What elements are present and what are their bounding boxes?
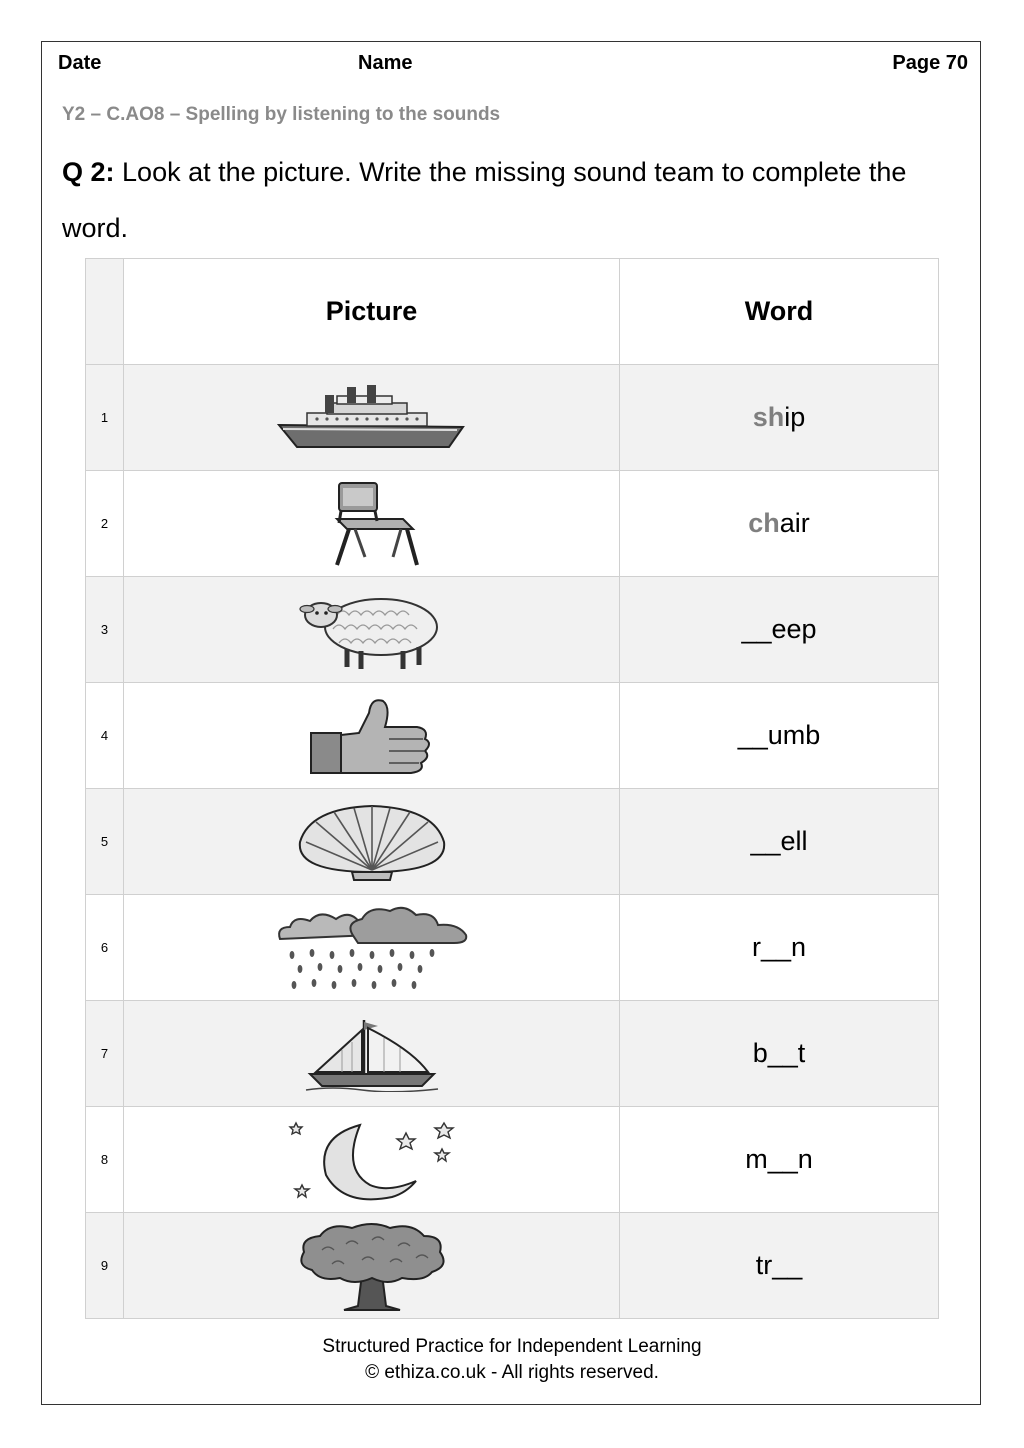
table-row <box>86 577 939 683</box>
footer-tagline: Structured Practice for Independent Learning <box>322 1336 702 1357</box>
moon-icon <box>286 1115 458 1205</box>
tree-icon <box>292 1220 452 1312</box>
row-number: 8 <box>86 1107 124 1213</box>
row-number: 7 <box>86 1001 124 1107</box>
sheep-icon <box>297 589 447 671</box>
question-instructions: Look at the picture. Write the missing sound team to complete the word. <box>62 157 907 243</box>
rain-icon <box>274 903 470 993</box>
chair-icon <box>317 479 427 569</box>
table-row <box>86 1107 939 1213</box>
row-number: 1 <box>86 365 124 471</box>
footer-copyright: © ethiza.co.uk - All rights reserved. <box>365 1362 659 1383</box>
given-letters: ch <box>748 508 780 538</box>
word-cell[interactable]: b__t <box>620 1001 939 1107</box>
row-number: 3 <box>86 577 124 683</box>
word-cell[interactable] <box>620 471 939 577</box>
question-text <box>62 144 972 256</box>
boat-icon <box>302 1016 442 1092</box>
row-number: 5 <box>86 789 124 895</box>
shell-icon <box>294 802 450 882</box>
question-label: Q 2: <box>62 157 115 187</box>
row-number: 4 <box>86 683 124 789</box>
table-row <box>86 365 939 471</box>
row-number: 9 <box>86 1213 124 1319</box>
table-row <box>86 1001 939 1107</box>
page-number: Page 70 <box>892 52 968 74</box>
ship-icon <box>277 383 467 453</box>
word-header: Word <box>620 259 939 365</box>
word-cell[interactable]: tr__ <box>620 1213 939 1319</box>
lesson-subtitle: Y2 – C.AO8 – Spelling by listening to the sounds <box>62 104 501 125</box>
worksheet-table <box>85 258 939 1319</box>
word-cell[interactable]: __ell <box>620 789 939 895</box>
thumb-icon <box>307 693 437 779</box>
number-header <box>86 259 124 365</box>
table-row <box>86 789 939 895</box>
table-row <box>86 895 939 1001</box>
given-letters: sh <box>752 402 785 432</box>
word-rest: ip <box>784 402 806 432</box>
row-number: 6 <box>86 895 124 1001</box>
row-number: 2 <box>86 471 124 577</box>
table-row <box>86 683 939 789</box>
picture-header: Picture <box>124 259 620 365</box>
name-label: Name <box>358 52 413 74</box>
word-cell[interactable]: m__n <box>620 1107 939 1213</box>
word-cell[interactable]: __umb <box>620 683 939 789</box>
table-row <box>86 471 939 577</box>
word-cell[interactable]: r__n <box>620 895 939 1001</box>
date-label: Date <box>58 52 102 74</box>
word-cell[interactable]: __eep <box>620 577 939 683</box>
table-row <box>86 1213 939 1319</box>
word-cell[interactable] <box>620 365 939 471</box>
table-header-row <box>86 259 939 365</box>
word-rest: air <box>779 508 810 538</box>
